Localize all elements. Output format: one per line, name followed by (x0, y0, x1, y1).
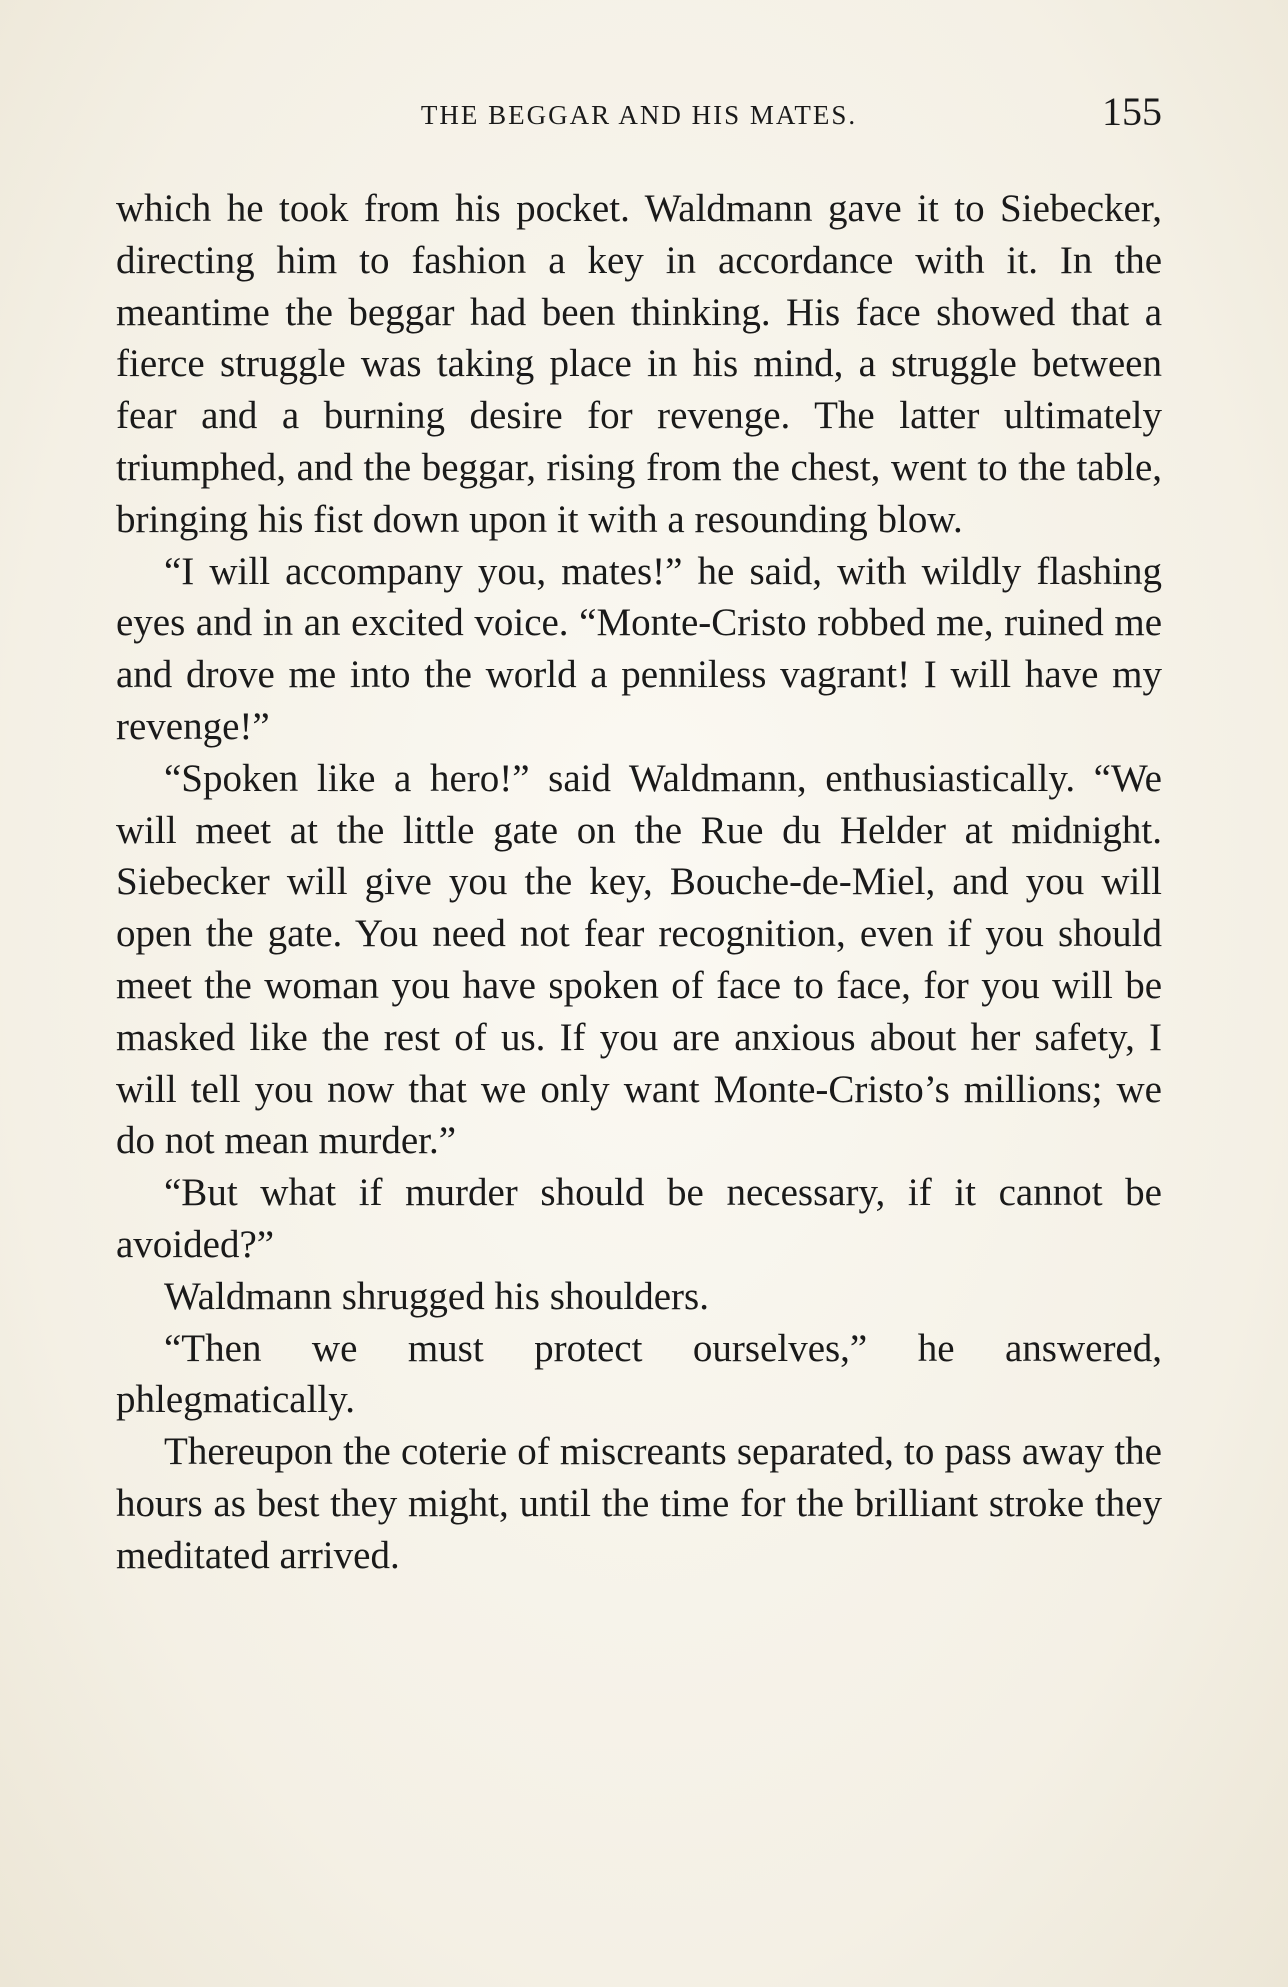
paragraph: “But what if murder should be necessary, if it cannot be avoided?” (116, 1171, 1162, 1266)
paragraph: “Then we must protect ourselves,” he answered, phlegmatically. (116, 1326, 1162, 1422)
running-title: THE BEGGAR AND HIS MATES. (420, 100, 858, 130)
page-header (116, 88, 1162, 148)
paragraph: Waldmann shrugged his shoulders. (164, 1274, 709, 1318)
page-number: 155 (1102, 89, 1162, 134)
paragraph: “Spoken like a hero!” said Waldmann, enthusiastically. “We will meet at the little gate on the Rue du Helder at midnight. Siebecker will give you the key, Bouche-de-Miel, and you will open the gate. You need not fear recognition, even if you should meet the woman you have spoken of face to face, for you will be masked like the rest of us. If you are anxious about her safety, I will tell you now that we only want Monte-Cristo’s millions; we do not mean murder.” (116, 756, 1162, 1163)
paragraph: Thereupon the coterie of miscreants separated, to pass away the hours as best they might, until the time for the brilliant stroke they meditated arrived. (116, 1430, 1162, 1577)
paragraph: which he took from his pocket. Waldmann gave it to Siebecker, directing him to fashion a key in accordance with it. In the meantime the beggar had been thinking. His face showed that a fierce struggle was taking place in his mind, a struggle between fear and a burning desire for revenge. The latter ultimately triumphed, and the beggar, rising from the chest, went to the table, bringing his fist down upon it with a resounding blow. (116, 187, 1162, 541)
page-body (116, 183, 1162, 1582)
paragraph: “I will accompany you, mates!” he said, with wildly flashing eyes and in an excited voice. “Monte-Cristo robbed me, ruined me and drove me into the world a penniless vagrant! I will have my revenge!” (116, 549, 1162, 748)
